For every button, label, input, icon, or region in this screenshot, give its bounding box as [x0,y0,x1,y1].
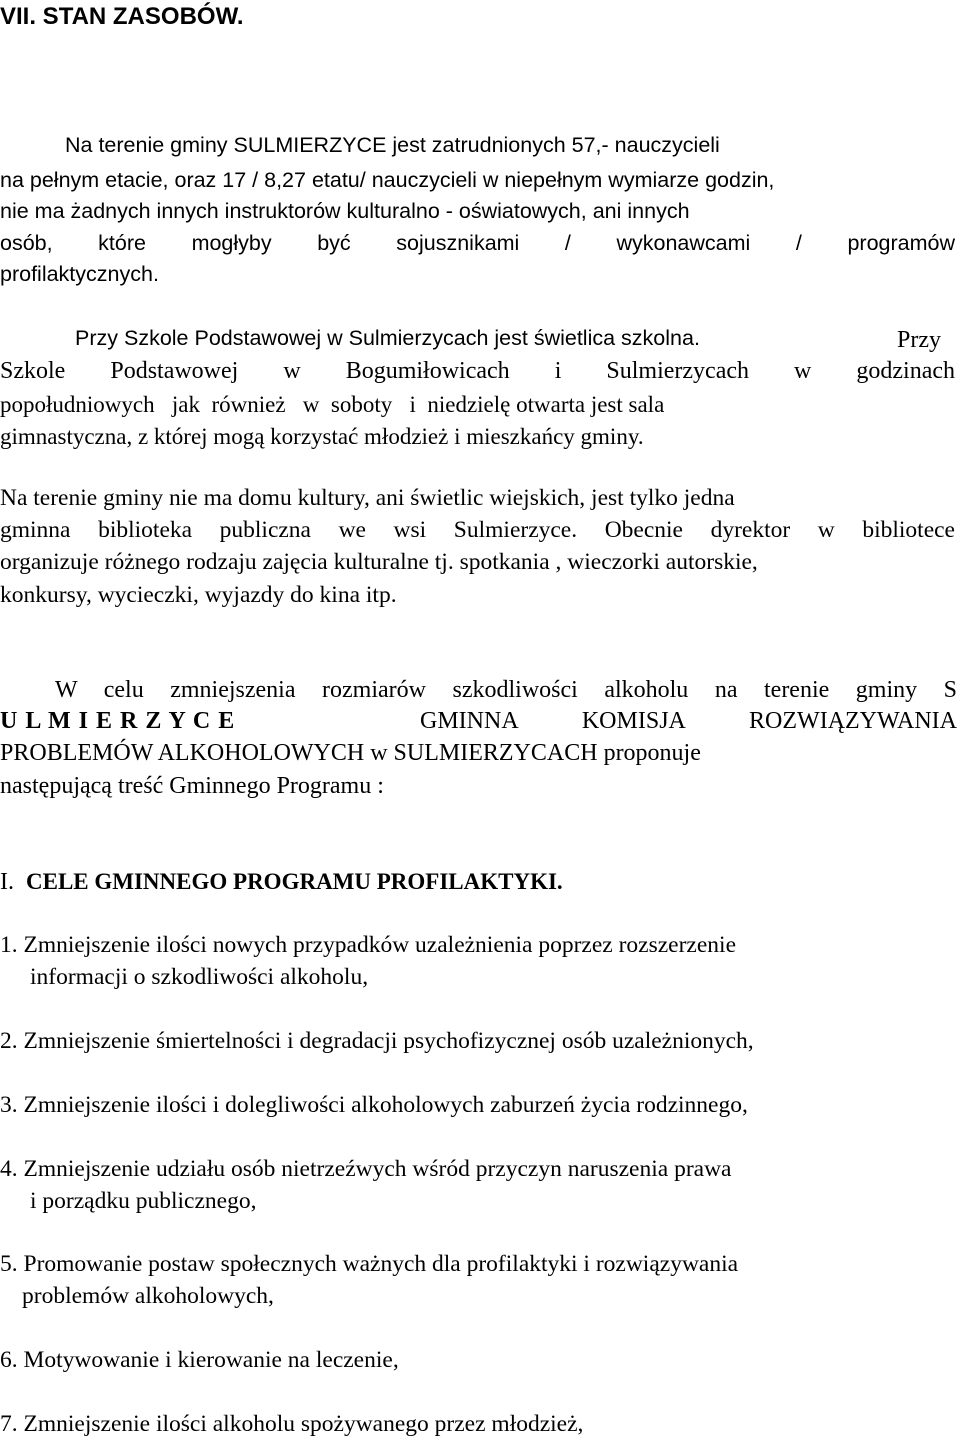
list-item: 6. Motywowanie i kierowanie na leczenie, [0,1347,399,1373]
section-heading: VII. STAN ZASOBÓW. [0,3,244,30]
text-line: nie ma żadnych innych instruktorów kulturalno - oświatowych, ani innych [0,199,690,223]
text-line: PROBLEMÓW ALKOHOLOWYCH w SULMIERZYCACH proponuje [0,740,701,766]
text-line: konkursy, wycieczki, wyjazdy do kina itp. [0,582,397,608]
text-line: Przy [897,327,941,353]
list-item: 2. Zmniejszenie śmiertelności i degradacji psychofizycznej osób uzależnionych, [0,1028,754,1054]
list-item-continuation: i porządku publicznego, [30,1188,257,1214]
list-item-continuation: problemów alkoholowych, [22,1283,274,1309]
section-number: I. [0,869,14,895]
text-line: gminna biblioteka publiczna we wsi Sulmierzyce. Obecnie dyrektor w bibliotece [0,517,955,543]
text-line: na pełnym etacie, oraz 17 / 8,27 etatu/ nauczycieli w niepełnym wymiarze godzin, [0,168,775,192]
text-line: Na terenie gminy SULMIERZYCE jest zatrudnionych 57,- nauczycieli [65,133,720,157]
text-line: osób, które mogłyby być sojusznikami / wykonawcami / programów [0,231,955,255]
text-line: GMINNA KOMISJA ROZWIĄZYWANIA [420,708,957,734]
text-line: gimnastyczna, z której mogą korzystać młodzież i mieszkańcy gminy. [0,424,644,449]
section-title: CELE GMINNEGO PROGRAMU PROFILAKTYKI. [26,869,563,894]
text-line: następującą treść Gminnego Programu : [0,773,384,799]
text-line: popołudniowych jak również w soboty i niedzielę otwarta jest sala [0,392,665,417]
list-item: 5. Promowanie postaw społecznych ważnych dla profilaktyki i rozwiązywania [0,1251,739,1277]
list-item: 3. Zmniejszenie ilości i dolegliwości alkoholowych zaburzeń życia rodzinnego, [0,1092,748,1118]
list-item: 1. Zmniejszenie ilości nowych przypadków uzależnienia poprzez rozszerzenie [0,932,737,958]
text-line: Przy Szkole Podstawowej w Sulmierzycach jest świetlica szkolna. [75,326,700,350]
text-line: U L M I E R Z Y C E [0,708,236,734]
text-line: organizuje różnego rodzaju zajęcia kulturalne tj. spotkania , wieczorki autorskie, [0,549,758,575]
text-line: profilaktycznych. [0,262,159,286]
text-line: Szkole Podstawowej w Bogumiłowicach i Sulmierzycach w godzinach [0,358,955,384]
text-line: W celu zmniejszenia rozmiarów szkodliwości alkoholu na terenie gminy S [55,677,957,703]
list-item-continuation: informacji o szkodliwości alkoholu, [30,964,369,990]
list-item: 7. Zmniejszenie ilości alkoholu spożywanego przez młodzież, [0,1411,584,1437]
list-item: 4. Zmniejszenie udziału osób nietrzeźwych wśród przyczyn naruszenia prawa [0,1156,732,1182]
text-line: Na terenie gminy nie ma domu kultury, ani świetlic wiejskich, jest tylko jedna [0,485,735,511]
